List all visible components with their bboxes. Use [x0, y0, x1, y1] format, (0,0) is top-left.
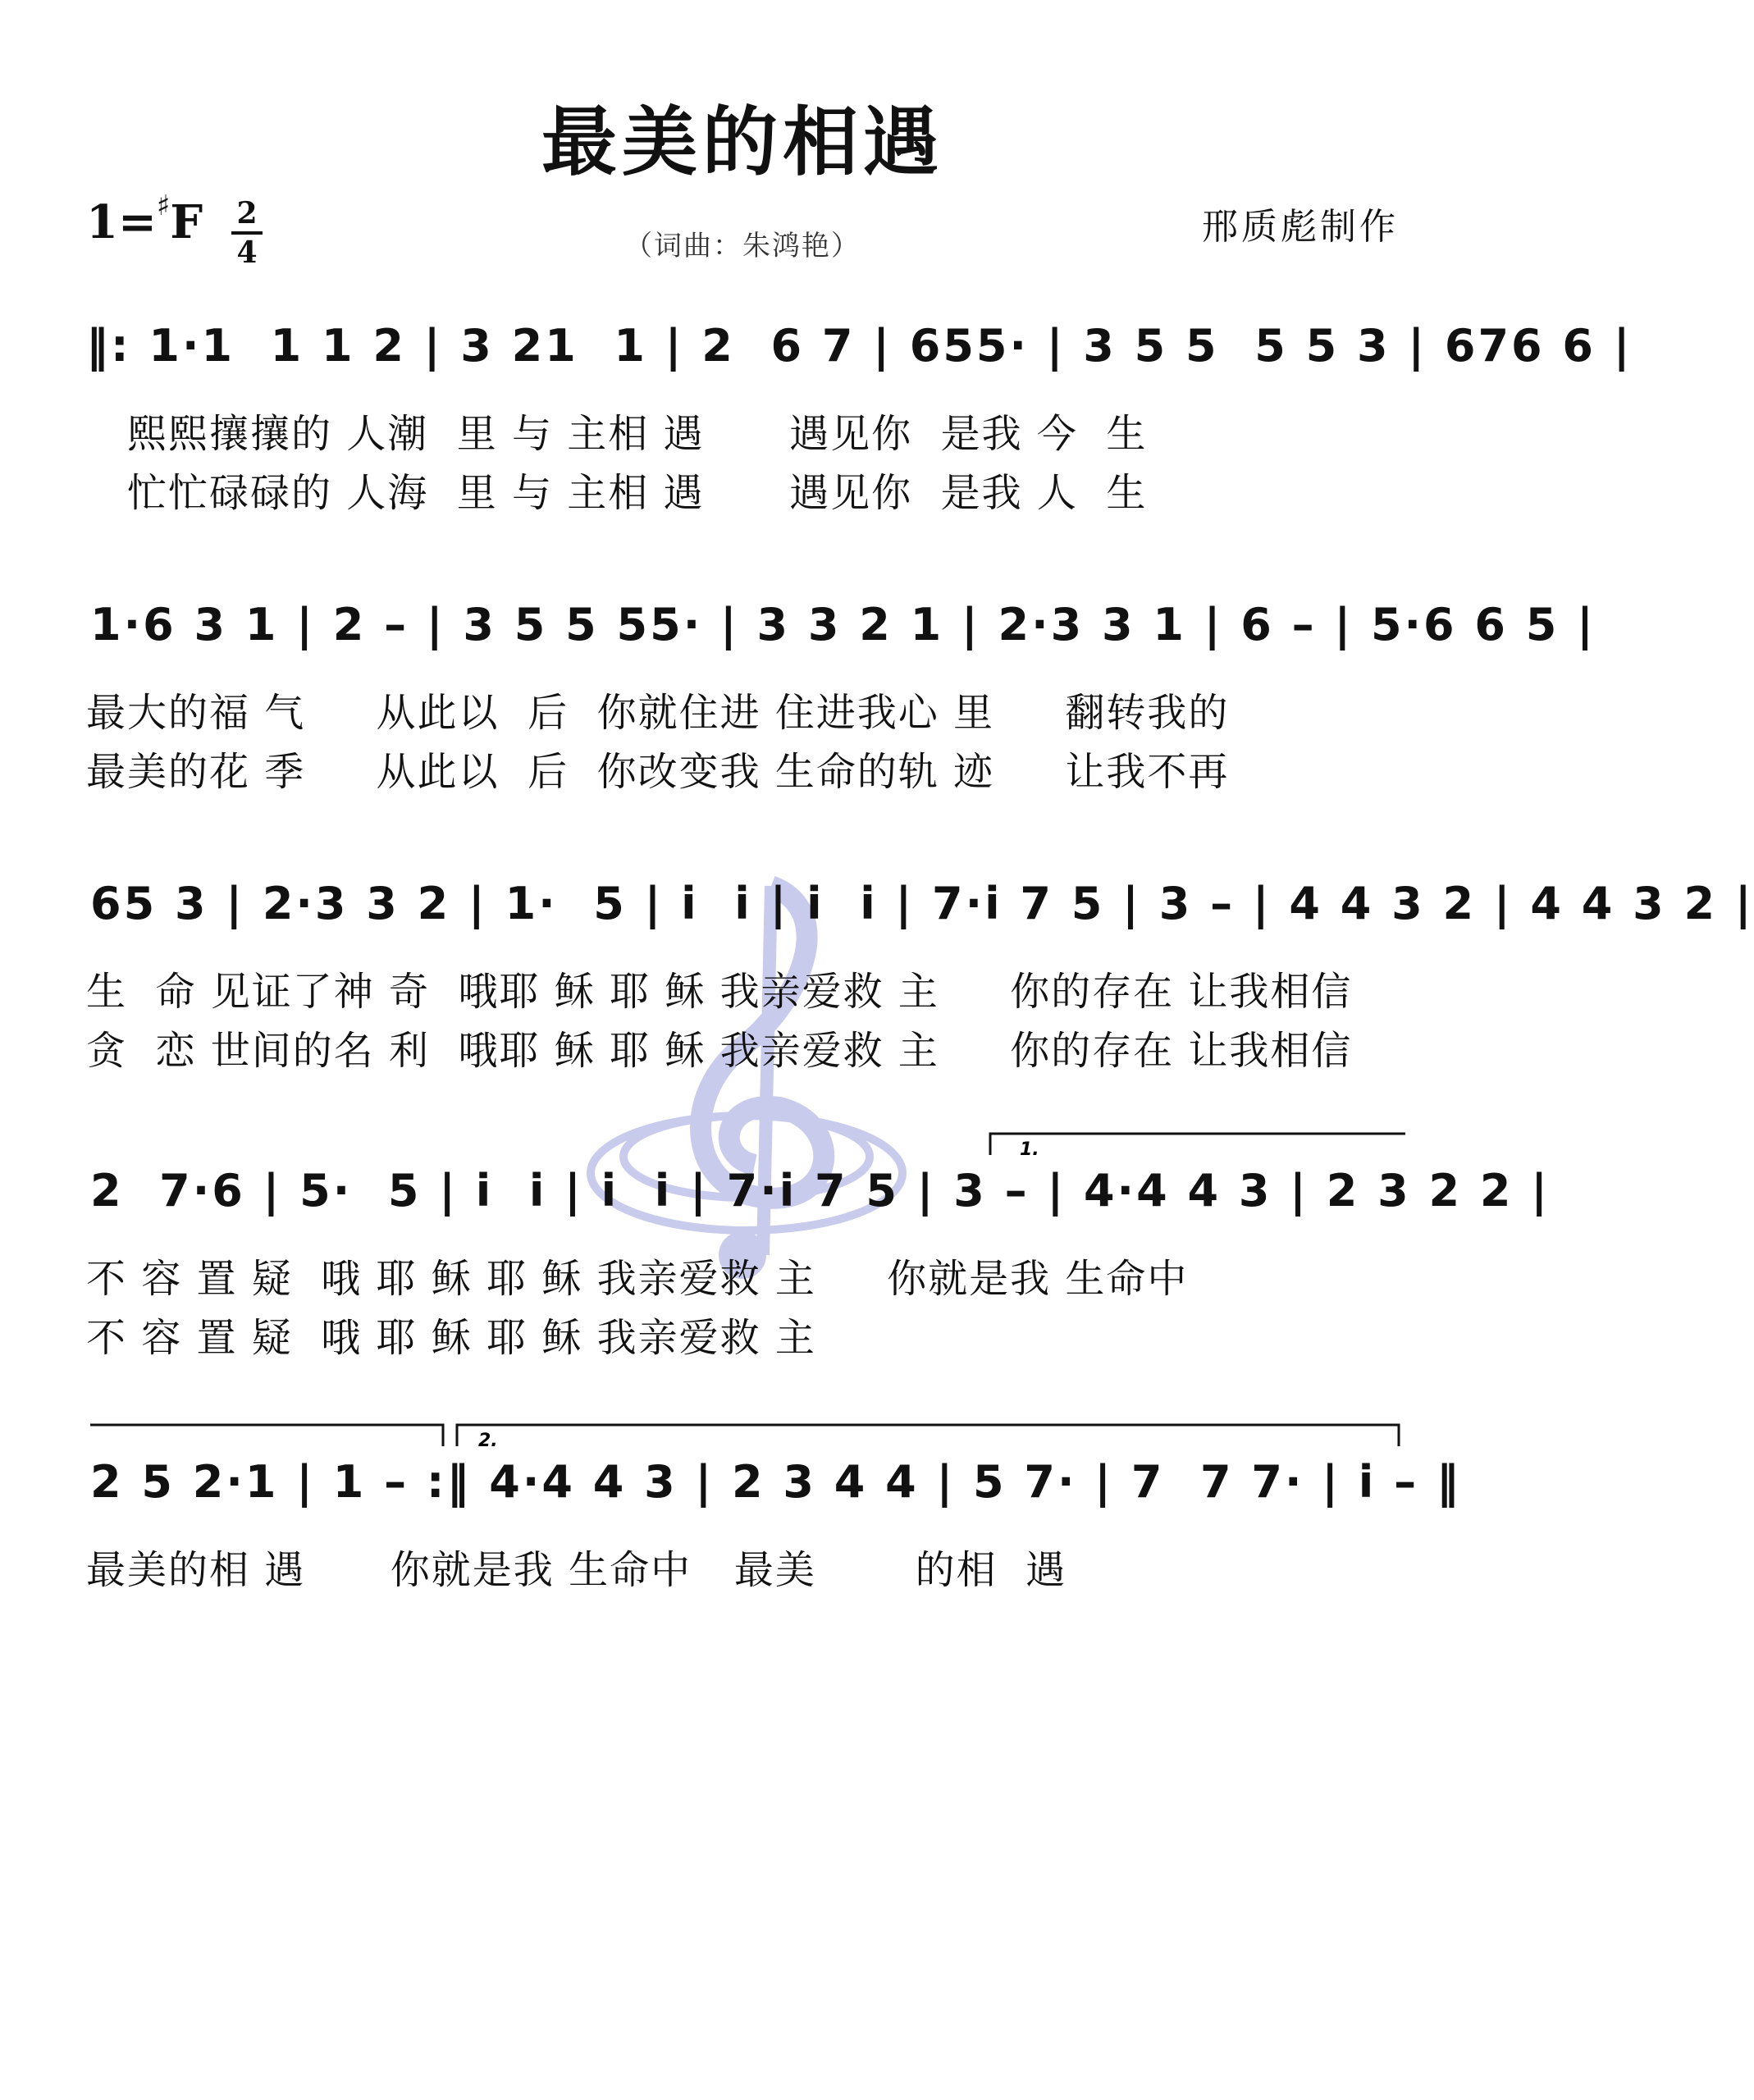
first-ending-bracket-end	[90, 1423, 451, 1448]
lyrics-verse-1: 最大的福 气 从此以 后 你就住进 住进我心 里 翻转我的	[86, 690, 1230, 736]
time-signature: 2 4	[226, 197, 267, 269]
notation-line: 65 3 | 2·3 3 2 | 1· 5 | i i | i i | 7·i 7 5 | 3 – | 4 4 3 2 | 4 4 3 2 |	[90, 878, 1754, 929]
song-title: 最美的相遇	[541, 98, 943, 186]
lyrics-verse-2: 最美的花 季 从此以 后 你改变我 生命的轨 迹 让我不再	[86, 749, 1230, 795]
lyrics-verse-2: 忙忙碌碌的 人海 里 与 主相 遇 遇见你 是我 人 生	[127, 470, 1148, 516]
notation-line: 2 5 2·1 | 1 – :‖ 4·4 4 3 | 2 3 4 4 | 5 7· | 7 7 7· | i – ‖	[90, 1456, 1461, 1508]
lyricist-composer-credit: （词曲：朱鸿艳）	[624, 230, 861, 262]
notation-line: 2 7·6 | 5· 5 | i i | i i | 7·i 7 5 | 3 – | 4·4 4 3 | 2 3 2 2 |	[90, 1165, 1550, 1217]
second-ending-bracket	[455, 1423, 1403, 1451]
lyrics-verse-1: 最美的相 遇 你就是我 生命中 最美 的相 遇	[86, 1547, 1067, 1593]
notation-line: 1·6 3 1 | 2 – | 3 5 5 55· | 3 3 2 1 | 2·3 3 1 | 6 – | 5·6 6 5 |	[90, 599, 1596, 651]
lyrics-verse-1: 熙熙攘攘的 人潮 里 与 主相 遇 遇见你 是我 今 生	[127, 411, 1148, 457]
notation-line: ‖: 1·1 1 1 2 | 3 21 1 | 2 6 7 | 655· | 3 5 5 5 5 3 | 676 6 |	[86, 320, 1633, 372]
key-signature: 1=♯F	[86, 189, 203, 249]
lyrics-verse-2: 不 容 置 疑 哦 耶 稣 耶 稣 我亲爱救 主	[86, 1315, 816, 1361]
lyrics-verse-1: 不 容 置 疑 哦 耶 稣 耶 稣 我亲爱救 主 你就是我 生命中	[86, 1256, 1189, 1302]
lyrics-verse-2: 贪 恋 世间的名 利 哦耶 稣 耶 稣 我亲爱救 主 你的存在 让我相信	[86, 1028, 1353, 1074]
volta-1-label: 1.	[1020, 1139, 1039, 1160]
first-ending-bracket	[989, 1132, 1407, 1160]
volta-2-label: 2.	[478, 1431, 498, 1451]
lyrics-verse-1: 生 命 见证了神 奇 哦耶 稣 耶 稣 我亲爱救 主 你的存在 让我相信	[86, 969, 1353, 1015]
arranger-credit: 邢质彪制作	[1202, 206, 1399, 248]
